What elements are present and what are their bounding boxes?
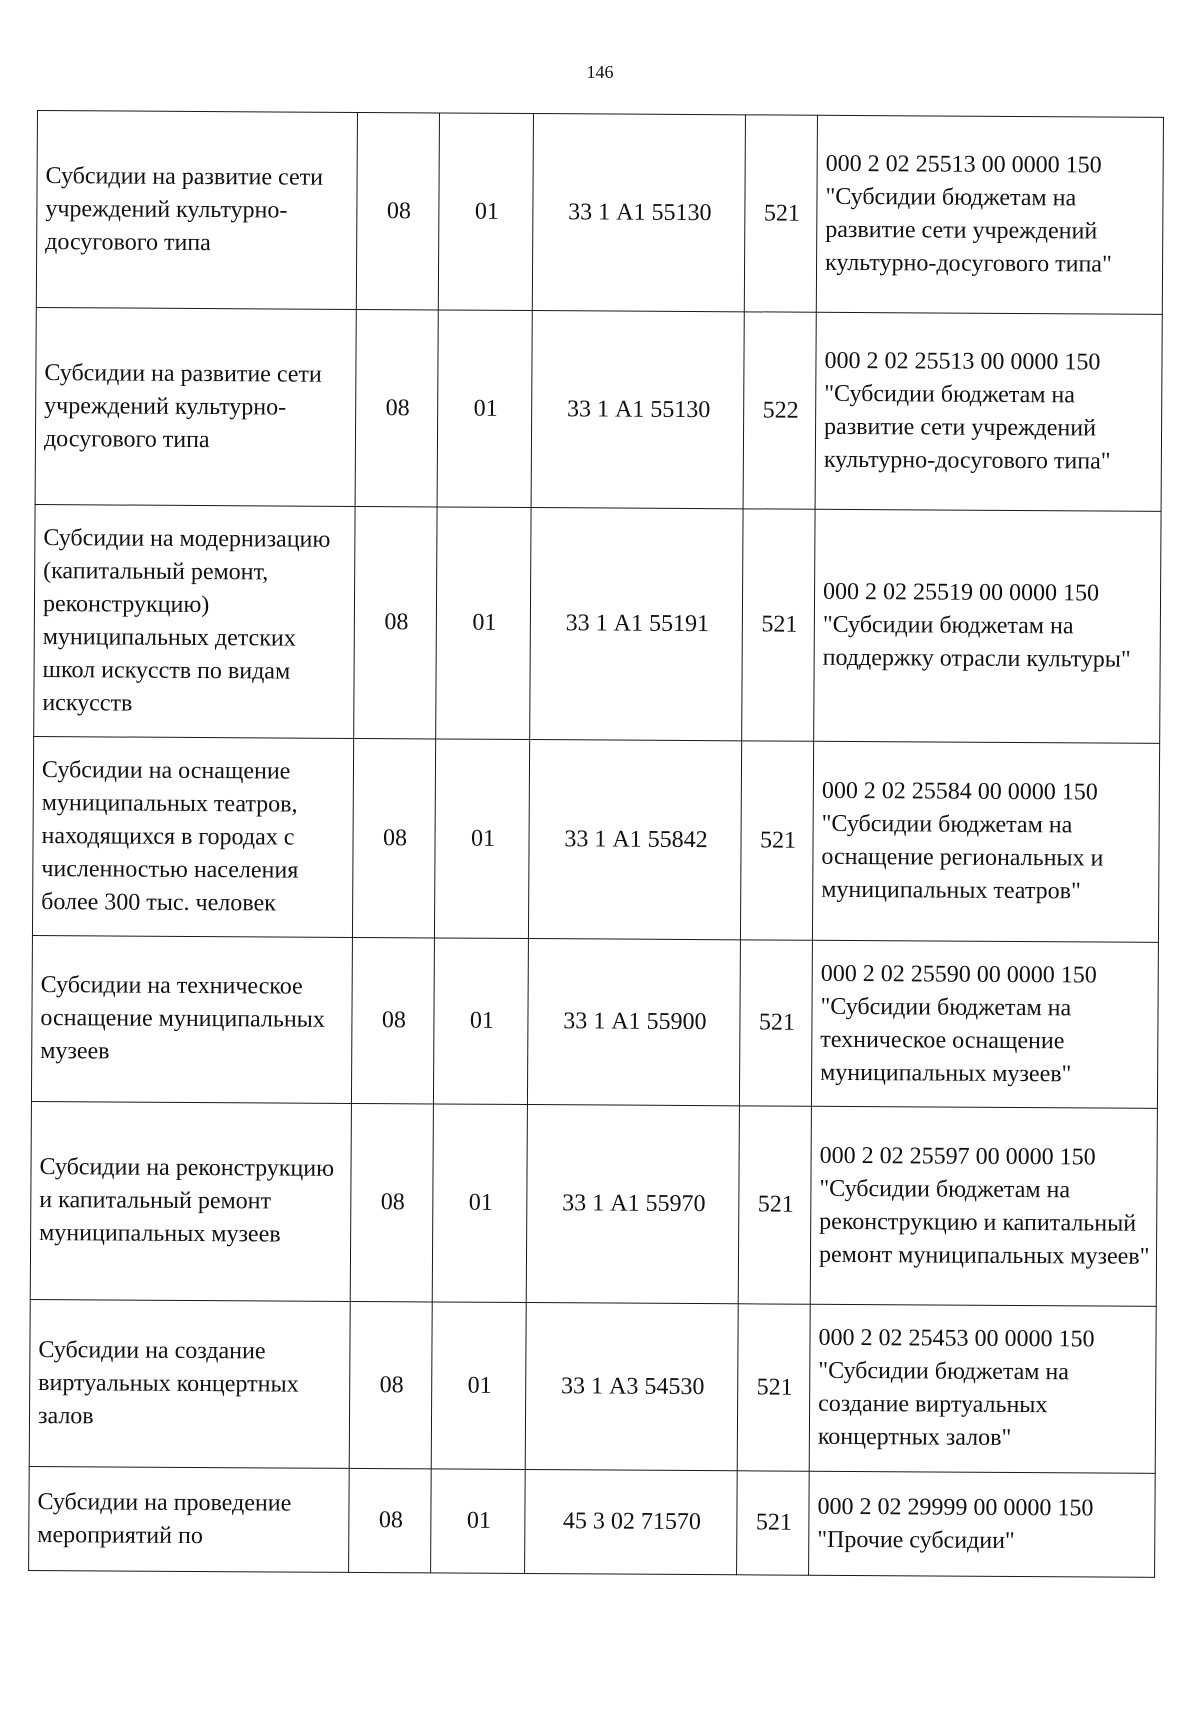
target-article-cell: 33 1 А1 55191 bbox=[530, 508, 743, 741]
subsection-code-cell: 01 bbox=[434, 739, 529, 939]
target-article-cell: 33 1 А1 55130 bbox=[532, 114, 745, 312]
budget-classification-table bbox=[28, 110, 1164, 1578]
target-article-cell: 33 1 А1 55900 bbox=[527, 939, 740, 1106]
row-name-cell: Субсидии на развитие сети учреждений культурно-досугового типа bbox=[36, 111, 357, 310]
section-code-cell: 08 bbox=[356, 112, 439, 309]
subsection-code-cell: 01 bbox=[431, 1469, 526, 1574]
target-article-cell: 33 1 А3 54530 bbox=[525, 1303, 738, 1471]
revenue-code-cell: 000 2 02 25453 00 0000 150 "Субсидии бюджетам на создание виртуальных концертных залов" bbox=[809, 1304, 1156, 1473]
table-row bbox=[29, 1299, 1156, 1473]
expense-type-cell: 521 bbox=[738, 1106, 811, 1304]
expense-type-cell: 522 bbox=[743, 312, 816, 509]
section-code-cell: 08 bbox=[349, 1468, 432, 1572]
revenue-code-cell: 000 2 02 25597 00 0000 150 "Субсидии бюджетам на реконструкцию и капитальный ремонт муниципальных музеев" bbox=[810, 1106, 1157, 1306]
section-code-cell: 08 bbox=[351, 937, 434, 1103]
section-code-cell: 08 bbox=[350, 1103, 433, 1301]
revenue-code-cell: 000 2 02 29999 00 0000 150 "Прочие субсидии" bbox=[809, 1471, 1156, 1577]
subsection-code-cell: 01 bbox=[436, 507, 531, 740]
revenue-code-cell: 000 2 02 25590 00 0000 150 "Субсидии бюджетам на техническое оснащение муниципальных музеев" bbox=[811, 940, 1158, 1108]
target-article-cell: 33 1 А1 55842 bbox=[528, 740, 741, 940]
row-name-cell: Субсидии на техническое оснащение муниципальных музеев bbox=[31, 935, 352, 1103]
target-article-cell: 33 1 А1 55970 bbox=[526, 1105, 739, 1304]
subsection-code-cell: 01 bbox=[432, 1104, 527, 1303]
subsection-code-cell: 01 bbox=[438, 113, 533, 311]
table-row bbox=[36, 111, 1163, 315]
expense-type-cell: 521 bbox=[744, 115, 817, 312]
row-name-cell: Субсидии на реконструкцию и капитальный ремонт муниципальных музеев bbox=[30, 1101, 351, 1301]
revenue-code-cell: 000 2 02 25513 00 0000 150 "Субсидии бюджетам на развитие сети учреждений культурно-досугового типа" bbox=[815, 312, 1162, 511]
table-row bbox=[35, 307, 1162, 511]
row-name-cell: Субсидии на оснащение муниципальных театров, находящихся в городах с численностью населения более 300 тыс. человек bbox=[32, 736, 353, 937]
expense-type-cell: 521 bbox=[737, 1304, 810, 1471]
revenue-code-cell: 000 2 02 25513 00 0000 150 "Субсидии бюджетам на развитие сети учреждений культурно-досугового типа" bbox=[816, 115, 1163, 314]
target-article-cell: 33 1 А1 55130 bbox=[531, 311, 744, 509]
table-row bbox=[32, 736, 1159, 942]
section-code-cell: 08 bbox=[354, 506, 437, 738]
section-code-cell: 08 bbox=[349, 1301, 432, 1468]
row-name-cell: Субсидии на проведение мероприятий по bbox=[29, 1466, 350, 1572]
table-row bbox=[30, 1101, 1157, 1306]
row-name-cell: Субсидии на создание виртуальных концертных залов bbox=[29, 1299, 350, 1468]
section-code-cell: 08 bbox=[355, 309, 438, 506]
table-row bbox=[34, 504, 1161, 743]
row-name-cell: Субсидии на модернизацию (капитальный ремонт, реконструкцию) муниципальных детских школ искусств по видам искусств bbox=[34, 504, 355, 738]
revenue-code-cell: 000 2 02 25584 00 0000 150 "Субсидии бюджетам на оснащение региональных и муниципальных театров" bbox=[812, 741, 1159, 942]
expense-type-cell: 521 bbox=[742, 509, 815, 741]
row-name-cell: Субсидии на развитие сети учреждений культурно-досугового типа bbox=[35, 307, 356, 506]
subsection-code-cell: 01 bbox=[433, 938, 528, 1105]
expense-type-cell: 521 bbox=[739, 940, 812, 1106]
expense-type-cell: 521 bbox=[740, 741, 813, 940]
subsection-code-cell: 01 bbox=[437, 310, 532, 508]
revenue-code-cell: 000 2 02 25519 00 0000 150 "Субсидии бюджетам на поддержку отрасли культуры" bbox=[814, 509, 1161, 743]
subsection-code-cell: 01 bbox=[431, 1302, 526, 1470]
expense-type-cell: 521 bbox=[737, 1471, 810, 1575]
table-row bbox=[31, 935, 1158, 1108]
target-article-cell: 45 3 02 71570 bbox=[525, 1470, 738, 1575]
section-code-cell: 08 bbox=[352, 738, 435, 937]
table-row bbox=[29, 1466, 1156, 1577]
page-number: 146 bbox=[586, 62, 614, 82]
